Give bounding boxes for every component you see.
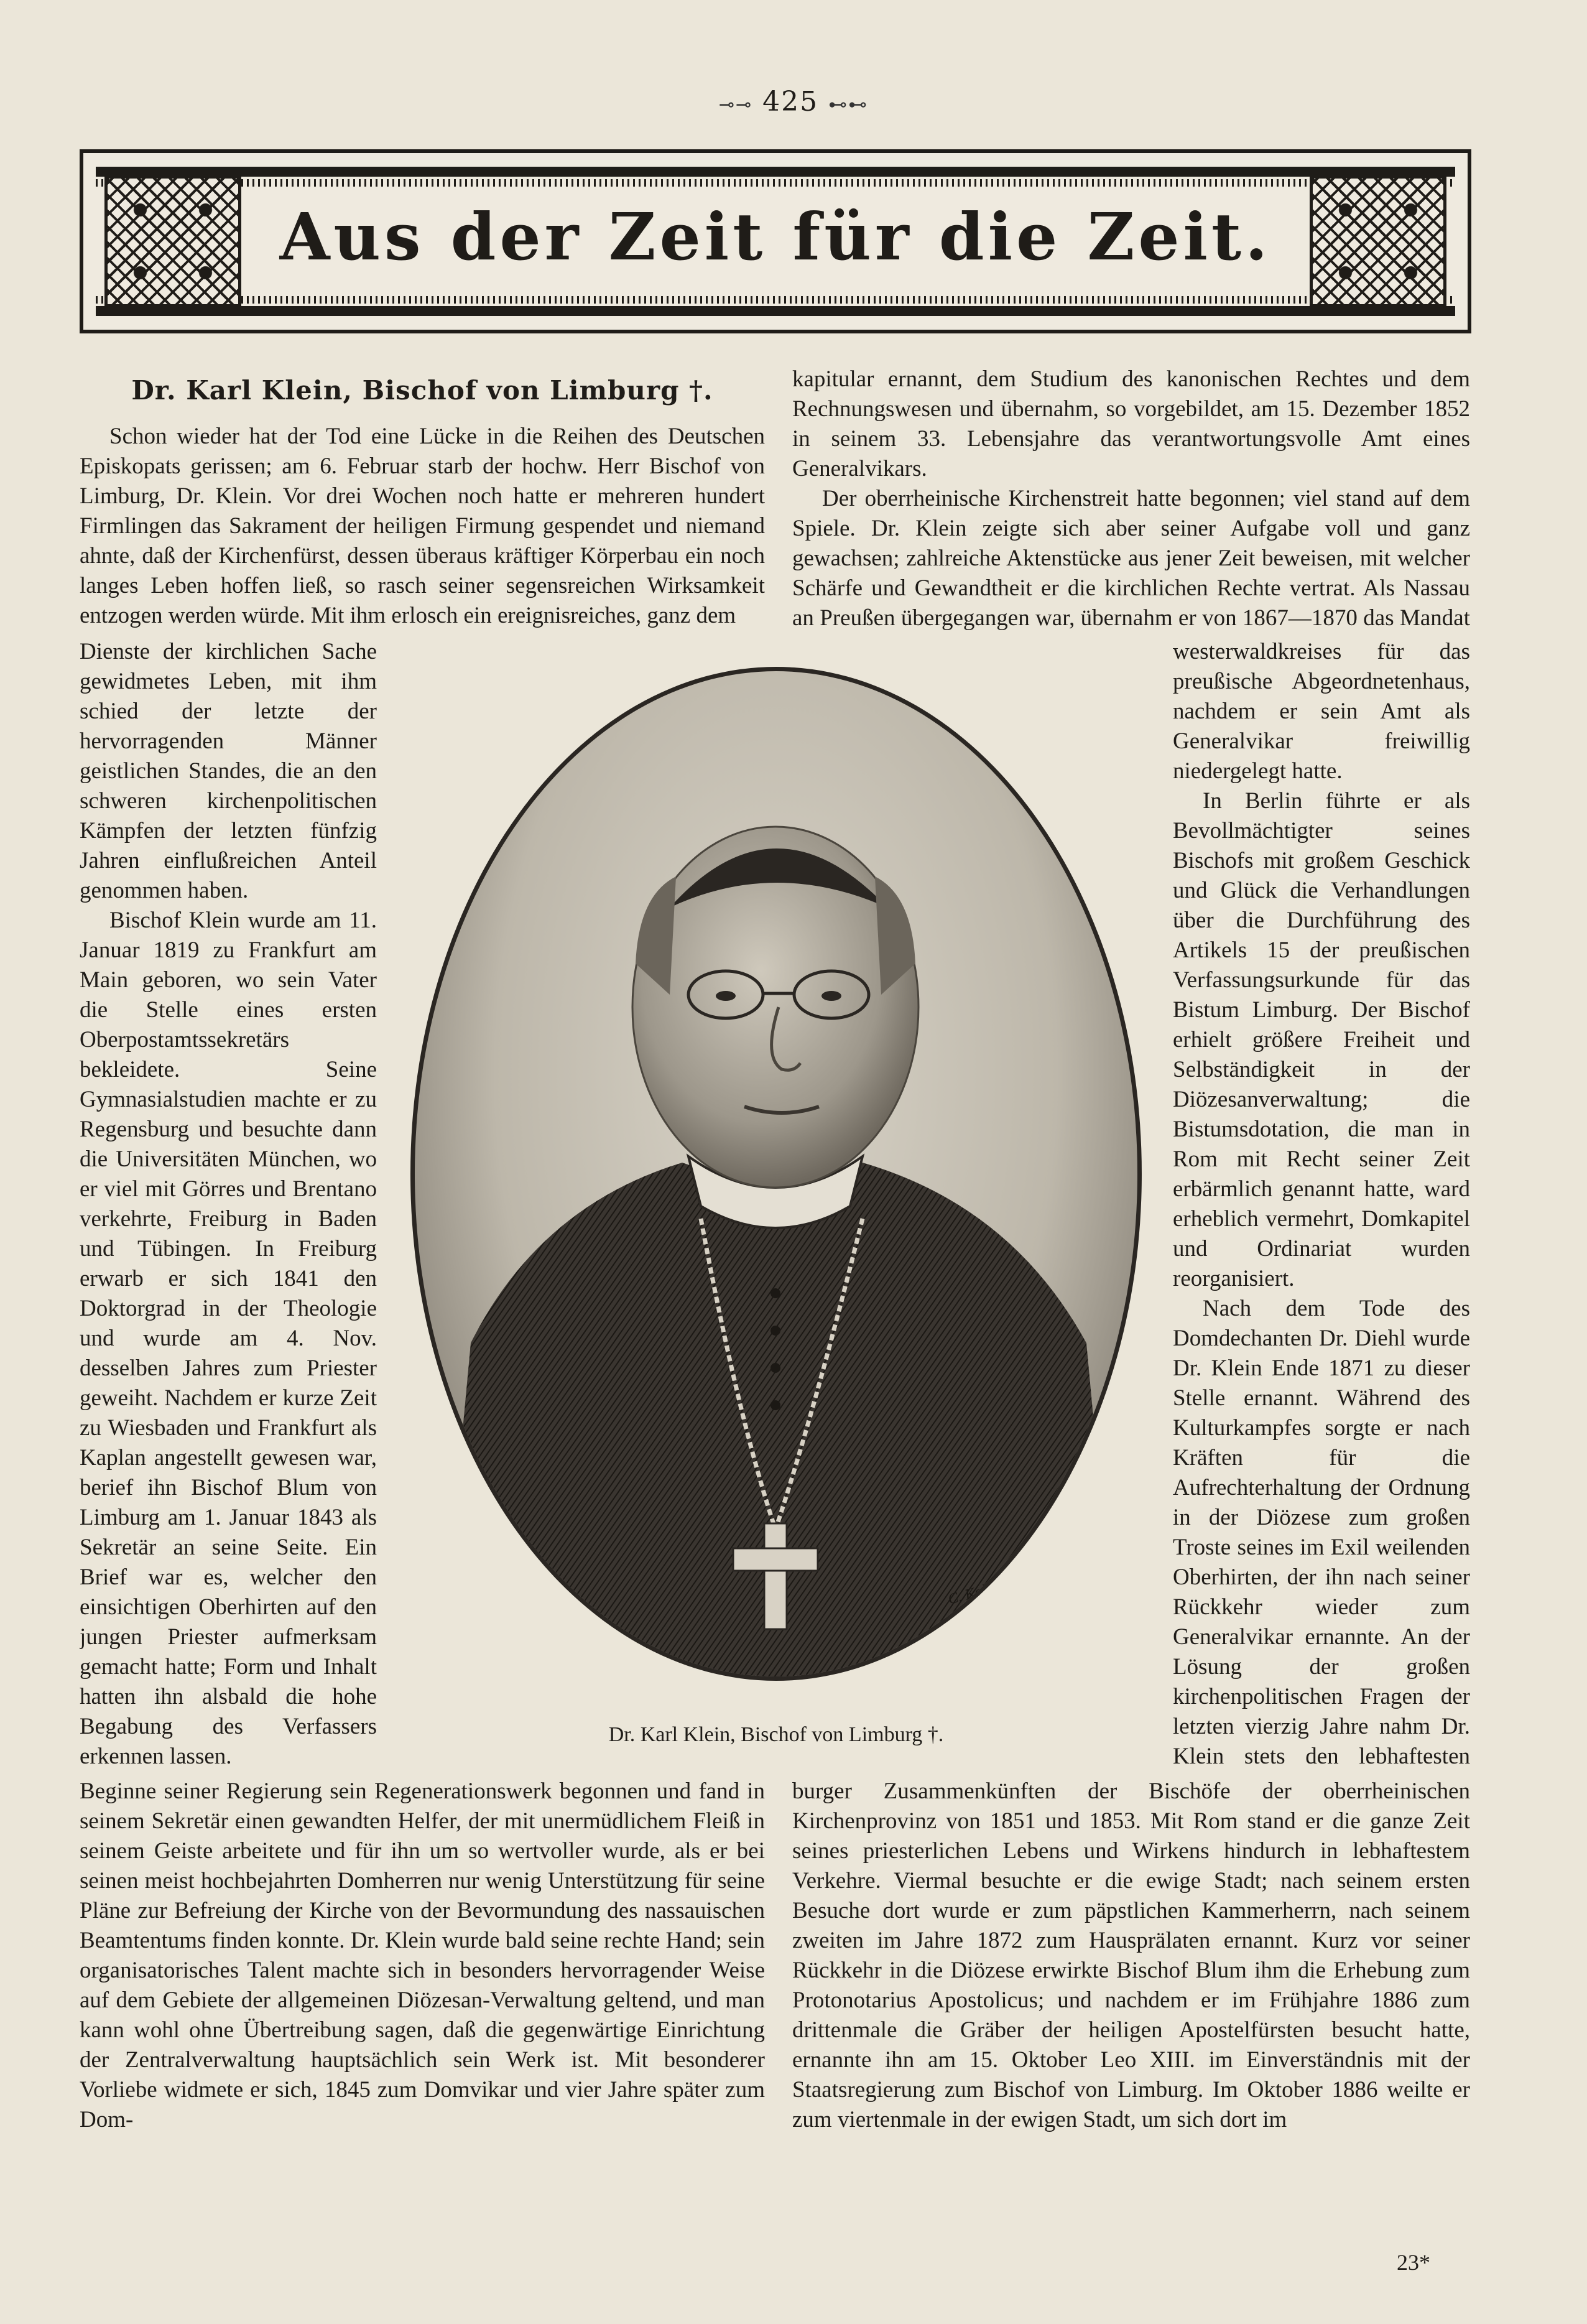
column-left-narrow [80,637,377,1769]
engraver-signature: C. Kolb sc. [946,1575,1015,1608]
banner-title: Aus der Zeit für die Zeit. [279,198,1272,275]
paragraph: westerwaldkreises für das preußische Abgeordnetenhaus, nachdem er sein Amt als Generalvikar freiwillig niedergelegt hatte. [1173,639,1470,784]
paragraph: burger Zusammenkünften der Bischöfe der oberrheinischen Kirchenprovinz von 1851 und 1853. Mit Rom stand er die ganze Zeit seines priesterlichen Lebens und Wirkens hindurch in lebhaftestem Verkehre. Viermal besuchte er die ewige Stadt; nach seinem ersten Besuche dort wurde er zum päpstlichen Kammerherrn, nach seinem zweiten im Jahre 1872 zum Hausprälaten ernannt. Kurz vor seiner Rückkehr in die Diözese erwirkte Bischof Blum ihm die Erhebung zum Protonotarius Apostolicus; und nachdem er im Frühjahre 1886 zum drittenmale die Gräber der heiligen Apostelfürsten besucht hatte, ernannte ihn am 15. Oktober Leo XIII. im Einverständnis mit der Staatsregierung zum Bischof von Limburg. Im Oktober 1886 weilte er zum viertenmale in der ewigen Stadt, um sich dort im [792,1778,1470,2132]
paragraph: Schon wieder hat der Tod eine Lücke in die Reihen des Deutschen Episkopats gerissen; am 6. Februar starb der hochw. Herr Bischof von Limburg, Dr. Klein. Vor drei Wochen noch hatte er mehreren hundert Firmlingen das Sakrament der heiligen Firmung gespendet und niemand ahnte, daß der Kirchenfürst, dessen überaus kräftiger Körperbau ein noch langes Leben hoffen ließ, so rasch seiner segensreichen Wirksamkeit entzogen werden würde. Mit ihm erlosch ein ereignisreiches, ganz dem [80,424,765,628]
ornament-left-icon: ⊸⊸ [718,94,753,116]
portrait-caption: Dr. Karl Klein, Bischof von Limburg †. [608,1723,944,1746]
paragraph: kapitular ernannt, dem Studium des kanonischen Rechtes und dem Rechnungswesen und übernahm, so vorgebildet, am 15. Dezember 1852 in seinem 33. Lebensjahre das verantwortungsvolle Amt eines Generalvikars. [792,366,1470,481]
column-right-top [792,365,1470,632]
banner-ornament-right-icon [1310,175,1446,307]
column-right-bottom [792,1777,1470,2237]
column-right-narrow [1173,637,1470,1769]
column-left-top [80,365,765,631]
portrait-illustration-icon [415,671,1137,1676]
column-left-bottom [80,1777,765,2237]
paragraph: Beginne seiner Regierung sein Regenerationswerk begonnen und fand in seinem Sekretär einen gewandten Helfer, der mit unermüdlichem Fleiß in seinem Geiste arbeitete und für ihn um so wertvoller wurde, als er bei seinen meist hochbejahrten Domherren nur wenig Unterstützung für seine Pläne zur Befreiung der Kirche von der Bevormundung des nassauischen Beamtentums finden konnte. Dr. Klein wurde bald seine rechte Hand; sein organisatorisches Talent machte sich in besonders hervorragender Weise auf dem Gebiete der allgemeinen Diözesan-Verwaltung geltend, und man kann wohl ohne Übertreibung sagen, daß die gegenwärtige Einrichtung der Zentralverwaltung hauptsächlich sein Werk ist. Mit besonderer Vorliebe widmete er sich, 1845 zum Domvikar und vier Jahre später zum Dom- [80,1778,765,2132]
bishop-portrait [410,667,1142,1681]
ornament-right-icon: ⊷⊷ [828,94,869,116]
sheet-mark: 23* [1397,2250,1430,2275]
page-number-value: 425 [762,86,819,118]
paragraph: In Berlin führte er als Bevollmächtigter seines Bischofs mit großem Geschick und Glück die Verhandlungen über die Durchführung des Artikels 15 der preußischen Verfassungsurkunde für das Bistum Limburg. Der Bischof erhielt größere Freiheit und Selbständigkeit in der Diözesanverwaltung; die Bistumsdotation, die man in Rom mit Recht seiner Zeit erbärmlich genannt hatte, ward erheblich vermehrt, Domkapitel und Ordinariat wurden reorganisiert. [1173,788,1470,1291]
page-number [0,86,1587,118]
banner-ornament-left-icon [104,175,241,307]
article-heading: Dr. Karl Klein, Bischof von Limburg †. [131,375,713,406]
title-banner [80,149,1471,333]
paragraph: Der oberrheinische Kirchenstreit hatte begonnen; viel stand auf dem Spiele. Dr. Klein zeigte sich aber seiner Aufgabe voll und ganz gewachsen; zahlreiche Aktenstücke aus jener Zeit beweisen, mit welcher Schärfe und Gewandtheit er die kirchlichen Rechte vertrat. Als Nassau an Preußen übergegangen war, übernahm er von 1867—1870 das Mandat [792,486,1470,631]
paragraph: Dienste der kirchlichen Sache gewidmetes Leben, mit ihm schied der letzte der hervorragenden Männer geistlichen Standes, die an den schweren kirchenpolitischen Kämpfen der letzten fünfzig Jahren einflußreichen Anteil genommen haben. [80,639,377,903]
paragraph: Nach dem Tode des Domdechanten Dr. Diehl wurde Dr. Klein Ende 1871 zu dieser Stelle ernannt. Während des Kulturkampfes sorgte er nach Kräften für die Aufrechterhaltung der Ordnung in der Diözese zum großen Troste seines im Exil weilenden Oberhirten, der ihn nach seiner Rückkehr wieder zum Generalvikar ernannte. An der Lösung der großen kirchenpolitischen Fragen der letzten vierzig Jahre nahm Dr. Klein stets den lebhaftesten [1173,1296,1470,1769]
paragraph: Bischof Klein wurde am 11. Januar 1819 zu Frankfurt am Main geboren, wo sein Vater die Stelle eines ersten Oberpostamtssekretärs bekleidete. Seine Gymnasialstudien machte er zu Regensburg und besuchte dann die Universitäten München, wo er viel mit Görres und Brentano verkehrte, Freiburg in Baden und Tübingen. In Freiburg erwarb er sich 1841 den Doktorgrad in der Theologie und wurde am 4. Nov. desselben Jahres zum Priester geweiht. Nachdem er kurze Zeit zu Wiesbaden und Frankfurt als Kaplan angestellt gewesen war, berief ihn Bischof Blum von Limburg am 1. Januar 1843 als Sekretär an seine Seite. Ein Brief war es, welcher den einsichtigen Oberhirten auf den jungen Priester aufmerksam gemacht hatte; Form und Inhalt hatten ihn alsbald die hohe Begabung des Verfassers erkennen lassen. [80,908,377,1769]
